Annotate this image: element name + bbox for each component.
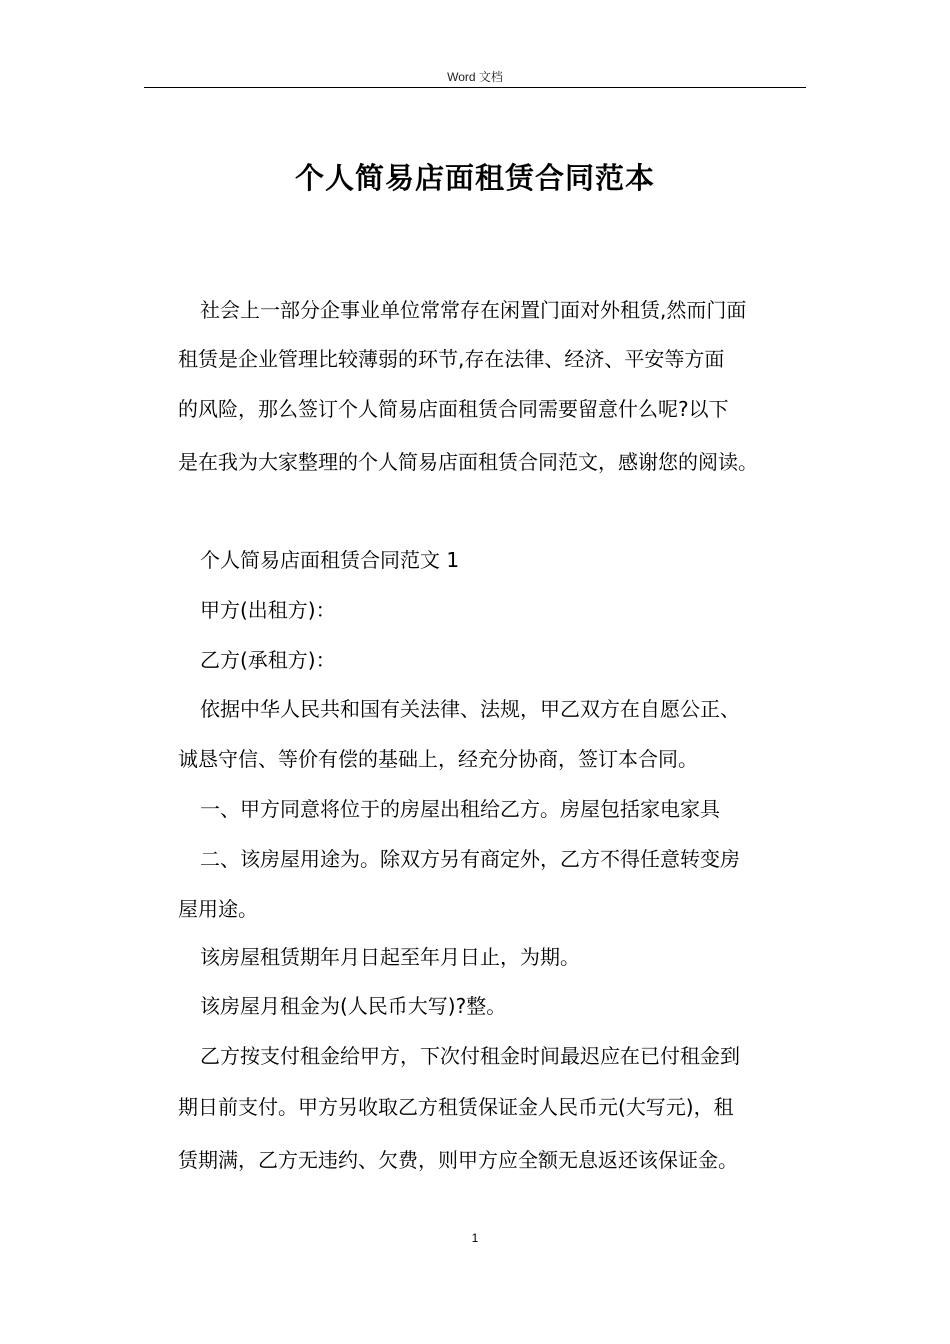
document-title: 个人简易店面租赁合同范本 (294, 161, 655, 195)
body-line: 屋用途。 (178, 897, 258, 921)
section-heading: 个人简易店面租赁合同范文 1 (200, 548, 460, 572)
clause-two: 二、该房屋用途为。除双方另有商定外，乙方不得任意转变房 (200, 847, 740, 871)
party-b-line: 乙方(承租方)： (200, 648, 336, 672)
intro-line: 租赁是企业管理比较薄弱的环节,存在法律、经济、平安等方面 (178, 347, 725, 371)
clause-one: 一、甲方同意将位于的房屋出租给乙方。房屋包括家电家具 (200, 797, 720, 821)
header-divider (144, 87, 806, 88)
page-number: 1 (471, 1231, 479, 1245)
body-line: 赁期满，乙方无违约、欠费，则甲方应全额无息返还该保证金。 (178, 1148, 738, 1172)
intro-line: 的风险，那么签订个人简易店面租赁合同需要留意什么呢?以下 (178, 397, 729, 421)
body-line: 诚恳守信、等价有偿的基础上，经充分协商，签订本合同。 (178, 747, 698, 771)
intro-line: 社会上一部分企事业单位常常存在闲置门面对外租赁,然而门面 (200, 298, 747, 322)
body-line: 该房屋租赁期年月日起至年月日止，为期。 (200, 945, 580, 969)
party-a-line: 甲方(出租方)： (200, 598, 336, 622)
intro-line: 是在我为大家整理的个人简易店面租赁合同范文，感谢您的阅读。 (178, 450, 758, 474)
page-header: Word 文档 (447, 70, 503, 84)
body-line: 期日前支付。甲方另收取乙方租赁保证金人民币元(大写元)，租 (178, 1095, 734, 1119)
body-line: 依据中华人民共和国有关法律、法规，甲乙双方在自愿公正、 (200, 697, 740, 721)
body-line: 乙方按支付租金给甲方，下次付租金时间最迟应在已付租金到 (200, 1044, 740, 1068)
body-line: 该房屋月租金为(人民币大写)?整。 (200, 994, 507, 1018)
